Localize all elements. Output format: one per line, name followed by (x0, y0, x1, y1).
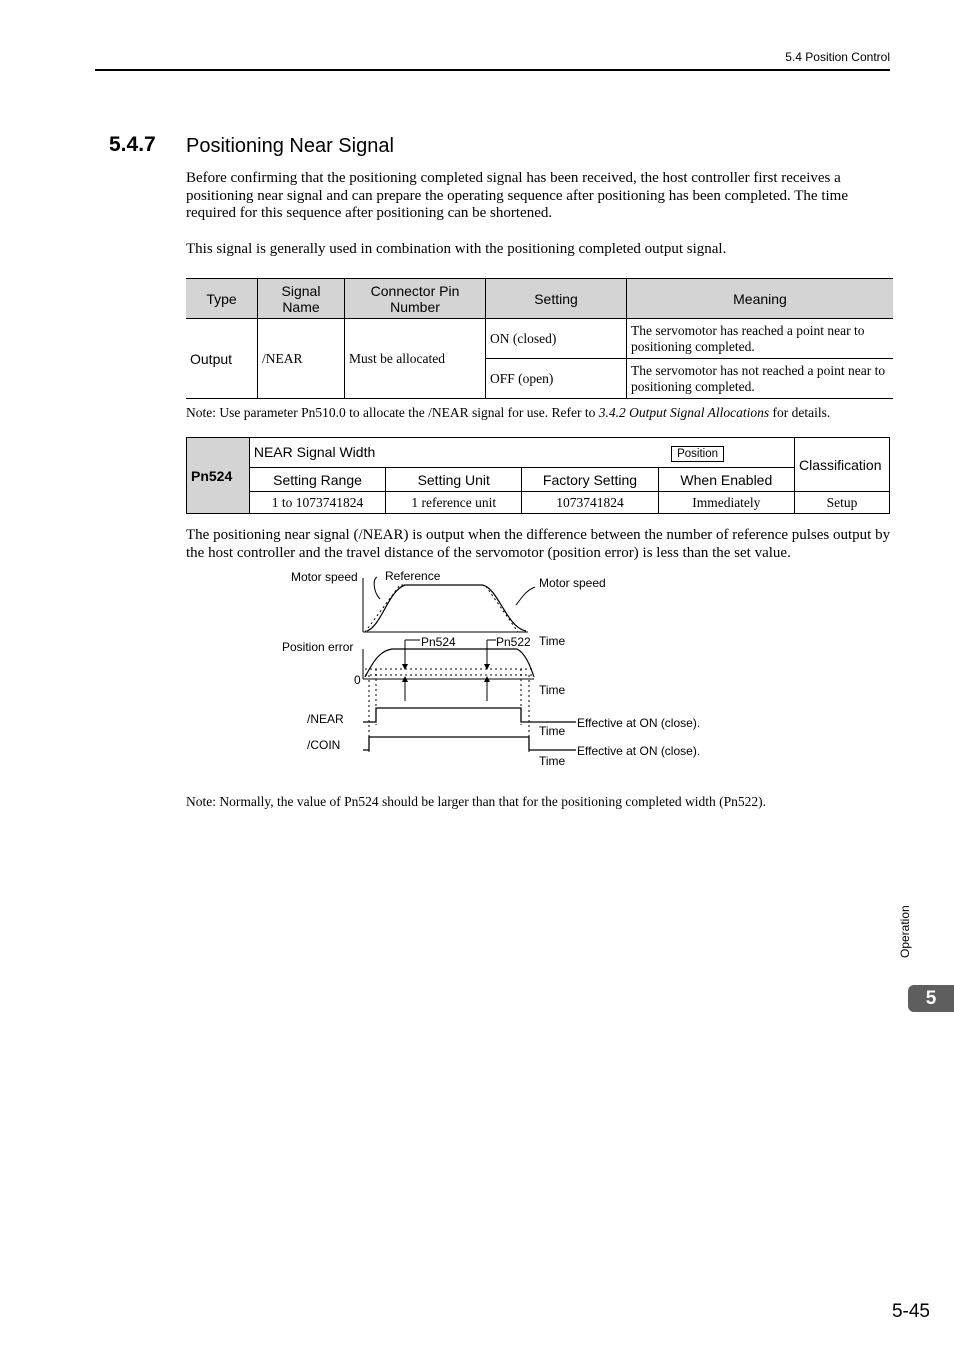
cell-setting-on: ON (closed) (486, 319, 627, 359)
param-name-cell (249, 438, 794, 468)
header-type: Type (186, 279, 258, 319)
cell-type: Output (186, 319, 258, 399)
value-classification: Setup (795, 492, 890, 514)
timing-diagram (270, 565, 730, 775)
motor-speed-label-right: Motor speed (539, 576, 606, 590)
near-effective-label: Effective at ON (close). (577, 716, 701, 730)
cell-pin-number: Must be allocated (345, 319, 486, 399)
motor-speed-label-left: Motor speed (291, 570, 358, 584)
coin-effective-label: Effective at ON (close). (577, 744, 701, 758)
cell-meaning-off: The servomotor has not reached a point near to positioning completed. (627, 359, 894, 399)
header-when-enabled: When Enabled (658, 468, 794, 492)
running-header: 5.4 Position Control (785, 50, 890, 64)
reference-profile (365, 585, 518, 632)
intro-paragraph: Before confirming that the positioning completed signal has been received, the host controller first receives a positioning near signal and can prepare the operating sequence after positioning has been completed. The time required for this sequence after positioning can be shortened. (186, 170, 848, 221)
time-label-1: Time (539, 634, 566, 648)
position-badge: Position (671, 446, 724, 462)
zero-label: 0 (354, 673, 361, 687)
value-setting-range: 1 to 1073741824 (249, 492, 385, 514)
value-factory-setting: 1073741824 (522, 492, 658, 514)
chapter-tab[interactable]: 5 (908, 985, 954, 1012)
value-when-enabled: Immediately (658, 492, 794, 514)
header-setting-unit: Setting Unit (386, 468, 522, 492)
header-setting: Setting (486, 279, 627, 319)
note-reference-link: 3.4.2 Output Signal Allocations (598, 405, 770, 420)
time-label-2: Time (539, 683, 566, 697)
near-signal-trace (363, 708, 576, 722)
reference-leader (374, 577, 380, 599)
pn522-label: Pn522 (496, 635, 531, 649)
time-label-3: Time (539, 724, 566, 738)
near-description-paragraph: The positioning near signal (/NEAR) is output when the difference between the number of reference pulses output by the host controller and the travel distance of the servomotor (position error) is less than the set value. (186, 527, 891, 561)
parameter-table (186, 437, 890, 514)
note-suffix: for details. (769, 405, 831, 420)
header-rule (95, 69, 890, 71)
note-allocation (186, 405, 830, 421)
reference-label: Reference (385, 569, 441, 583)
coin-signal-trace (363, 737, 576, 750)
cell-setting-off: OFF (open) (486, 359, 627, 399)
section-number: 5.4.7 (109, 133, 156, 156)
pn524-label: Pn524 (421, 635, 456, 649)
motor-speed-curve (367, 585, 526, 631)
cell-meaning-on: The servomotor has reached a point near to positioning completed. (627, 319, 894, 359)
header-factory-setting: Factory Setting (522, 468, 658, 492)
header-setting-range: Setting Range (249, 468, 385, 492)
signal-table (186, 278, 893, 399)
value-setting-unit: 1 reference unit (386, 492, 522, 514)
section-title: Positioning Near Signal (186, 135, 394, 157)
note-prefix: Note: Use parameter Pn510.0 to allocate the /NEAR signal for use. Refer to (186, 405, 599, 420)
param-name: NEAR Signal Width (253, 443, 376, 460)
usage-paragraph: This signal is generally used in combination with the positioning completed output signal. (186, 241, 727, 257)
note-pn524: Note: Normally, the value of Pn524 should be larger than that for the positioning completed width (Pn522). (186, 794, 767, 809)
time-label-4: Time (539, 754, 566, 768)
coin-label: /COIN (307, 738, 341, 752)
header-meaning: Meaning (627, 279, 894, 319)
position-error-label: Position error (282, 640, 354, 654)
motor-speed-leader (516, 587, 535, 605)
classification-header: Classification (795, 438, 890, 492)
side-chapter-label: Operation (898, 905, 912, 958)
page-number: 5-45 (891, 1301, 930, 1322)
header-pin-number: Connector Pin Number (345, 279, 486, 319)
near-label: /NEAR (307, 712, 344, 726)
header-signal-name: Signal Name (258, 279, 345, 319)
position-error-curve (365, 649, 534, 677)
cell-signal-name: /NEAR (258, 319, 345, 399)
param-id: Pn524 (187, 438, 250, 514)
